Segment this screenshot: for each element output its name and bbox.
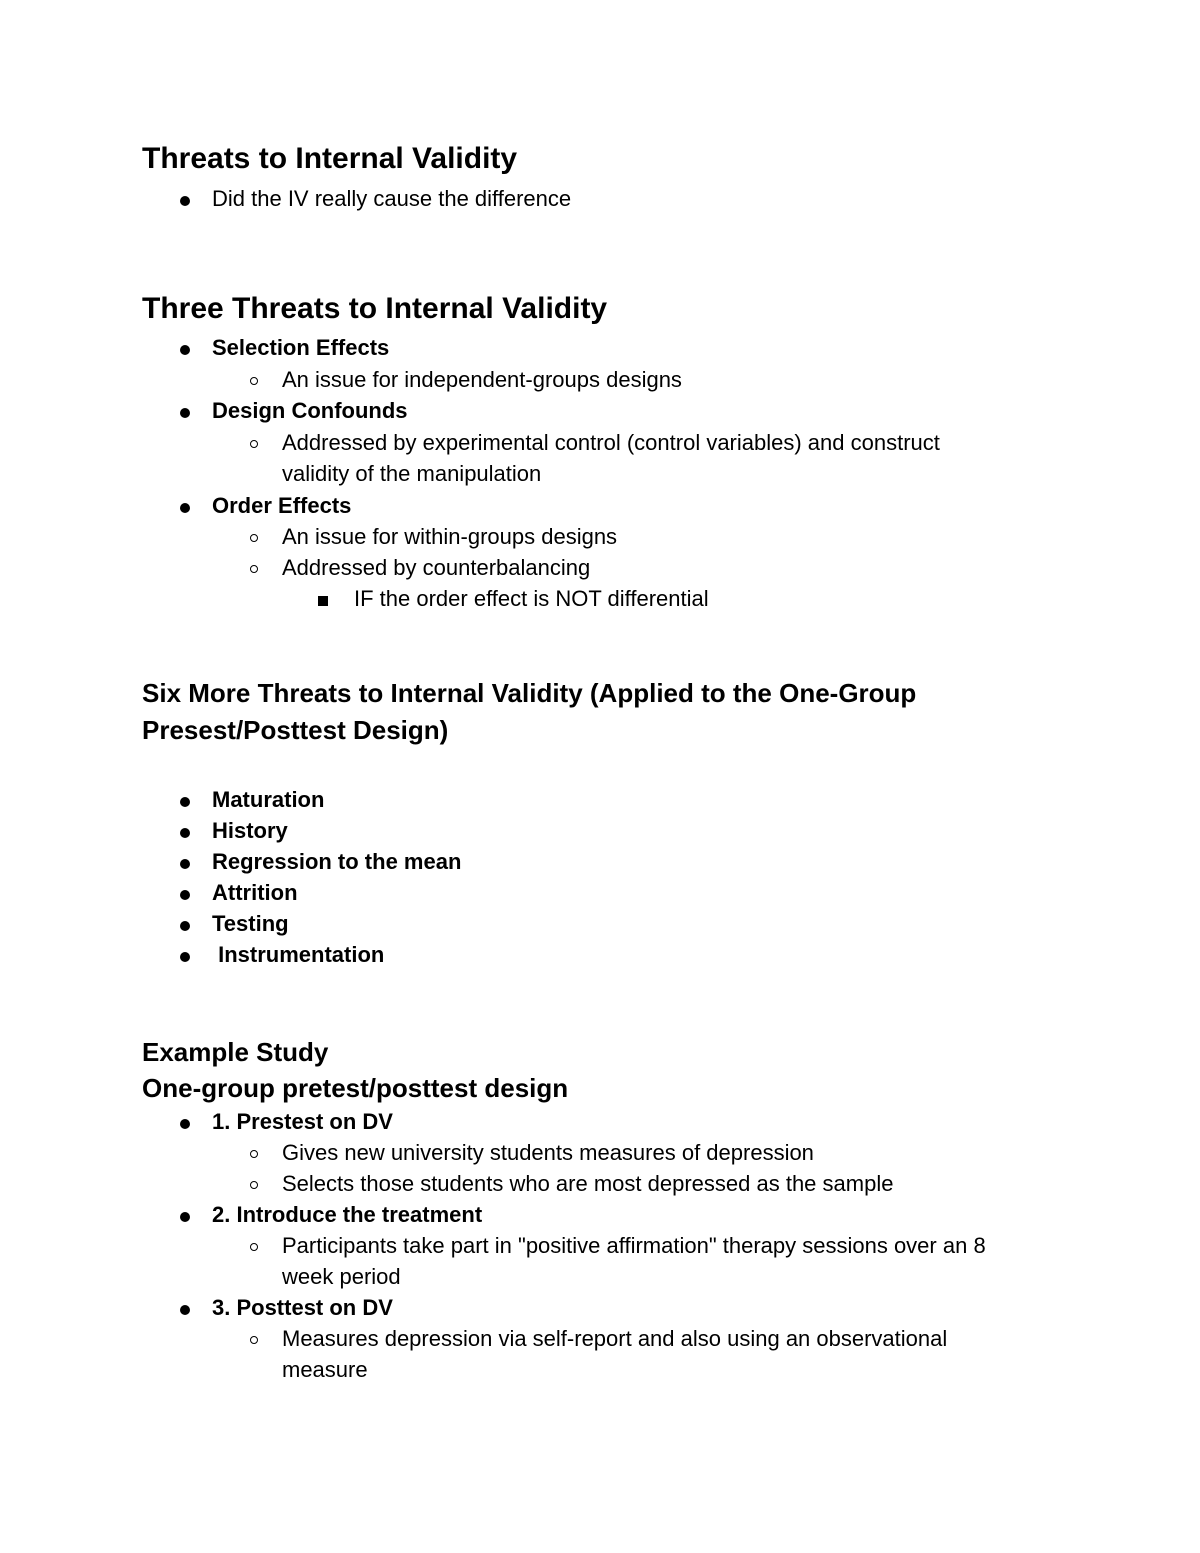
- hollow-bullet-icon: [250, 565, 258, 573]
- bullet-icon: [180, 1119, 190, 1129]
- bullet-icon: [180, 952, 190, 962]
- sub-list-item-continuation: validity of the manipulation: [282, 461, 542, 486]
- sub-list-item: An issue for independent-groups designs: [282, 367, 682, 392]
- bullet-icon: [180, 1305, 190, 1315]
- list-item: Regression to the mean: [212, 849, 462, 874]
- list-item: 1. Prestest on DV: [212, 1109, 393, 1134]
- list-item: Testing: [212, 911, 289, 936]
- section2-heading: Three Threats to Internal Validity: [142, 292, 608, 325]
- sub-list-item: Participants take part in "positive affirmation" therapy sessions over an 8: [282, 1233, 986, 1258]
- bullet-icon: [180, 797, 190, 807]
- sub-sub-list-item: IF the order effect is NOT differential: [354, 586, 709, 611]
- list-item: Design Confounds: [212, 398, 408, 423]
- list-item: Order Effects: [212, 493, 352, 518]
- section4-subheading: One-group pretest/posttest design: [142, 1073, 569, 1103]
- hollow-bullet-icon: [250, 1150, 258, 1158]
- hollow-bullet-icon: [250, 1181, 258, 1189]
- bullet-icon: [180, 890, 190, 900]
- list-item: Selection Effects: [212, 335, 390, 360]
- sub-list-item: Addressed by experimental control (control variables) and construct: [282, 430, 940, 455]
- list-item: 3. Posttest on DV: [212, 1295, 393, 1320]
- sub-list-item: Measures depression via self-report and also using an observational: [282, 1326, 948, 1351]
- bullet-icon: [180, 408, 190, 418]
- section4-heading: Example Study: [142, 1037, 329, 1067]
- hollow-bullet-icon: [250, 377, 258, 385]
- list-item: 2. Introduce the treatment: [212, 1202, 483, 1227]
- bullet-icon: [180, 1212, 190, 1222]
- hollow-bullet-icon: [250, 440, 258, 448]
- sub-list-item-continuation: week period: [282, 1264, 401, 1289]
- section1-heading: Threats to Internal Validity: [142, 142, 518, 175]
- bullet-icon: [180, 345, 190, 355]
- bullet-icon: [180, 828, 190, 838]
- list-item: History: [212, 818, 288, 843]
- hollow-bullet-icon: [250, 1336, 258, 1344]
- section3-heading-line1: Six More Threats to Internal Validity (Applied to the One-Group: [142, 678, 917, 708]
- sub-list-item-continuation: measure: [282, 1357, 368, 1382]
- sub-list-item: Gives new university students measures of depression: [282, 1140, 814, 1165]
- list-item: Attrition: [212, 880, 298, 905]
- square-bullet-icon: [318, 596, 328, 606]
- bullet-icon: [180, 503, 190, 513]
- section3-heading-line2: Presest/Posttest Design): [142, 715, 449, 745]
- list-item: Did the IV really cause the difference: [212, 186, 572, 211]
- sub-list-item: An issue for within-groups designs: [282, 524, 618, 549]
- sub-list-item: Selects those students who are most depressed as the sample: [282, 1171, 894, 1196]
- bullet-icon: [180, 921, 190, 931]
- sub-list-item: Addressed by counterbalancing: [282, 555, 591, 580]
- bullet-icon: [180, 196, 190, 206]
- hollow-bullet-icon: [250, 1243, 258, 1251]
- list-item: Instrumentation: [212, 942, 385, 967]
- list-item: Maturation: [212, 787, 325, 812]
- hollow-bullet-icon: [250, 534, 258, 542]
- bullet-icon: [180, 859, 190, 869]
